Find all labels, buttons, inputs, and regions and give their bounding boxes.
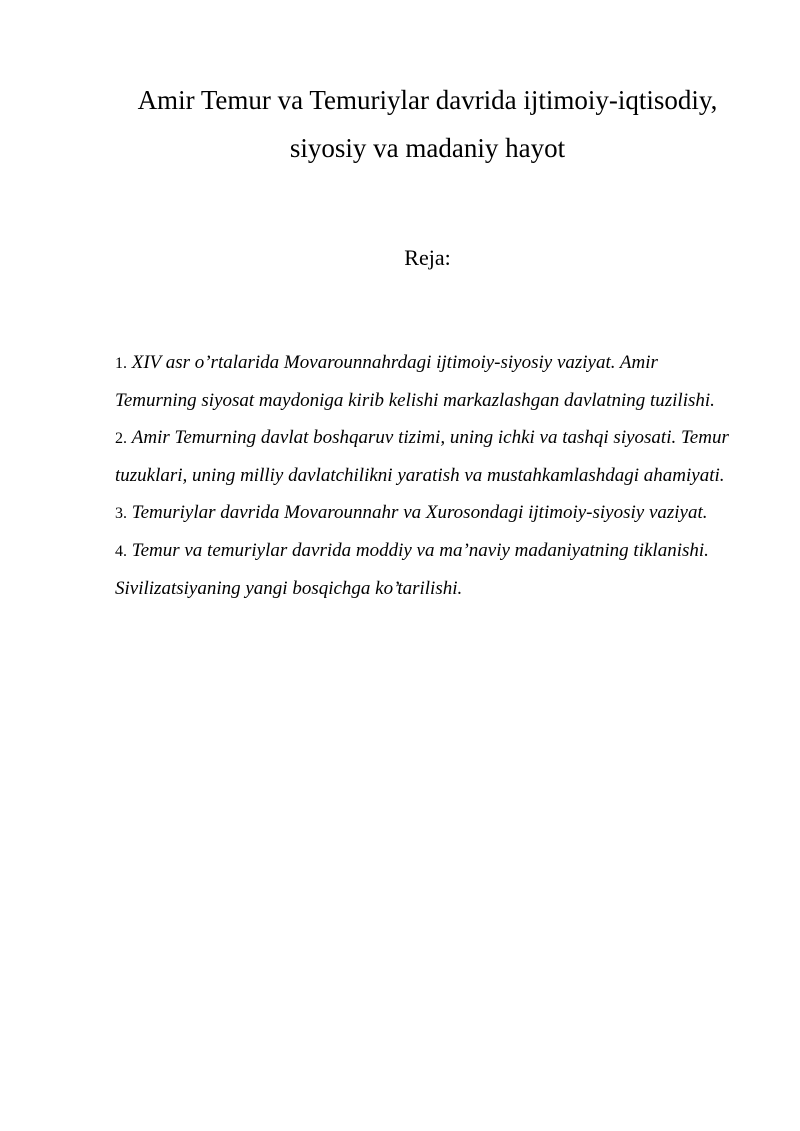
plan-item-number: 3. [115, 505, 127, 522]
plan-item-number: 1. [115, 355, 127, 372]
plan-item-text: Amir Temurning davlat boshqaruv tizimi, uning ichki va tashqi siyosati. Temur tuzuklari, uning milliy davlatchilikni yaratish va mustahkamlashdagi ahamiyati. [115, 427, 729, 486]
plan-item-text: XIV asr o’rtalarida Movarounnahrdagi ijtimoiy-siyosiy vaziyat. Amir Temurning siyosat maydoniga kirib kelishi markazlashgan davlatning tuzilishi. [115, 352, 715, 411]
plan-heading: Reja: [404, 245, 451, 270]
plan-item [115, 344, 740, 419]
plan-item [115, 419, 740, 494]
document-title: Amir Temur va Temuriylar davrida ijtimoiy-iqtisodiy, siyosiy va madaniy hayot [137, 85, 718, 163]
plan-item-text: Temuriylar davrida Movarounnahr va Xurosondagi ijtimoiy-siyosiy vaziyat. [131, 502, 708, 523]
plan-item-text: Temur va temuriylar davrida moddiy va ma’naviy madaniyatning tiklanishi. Sivilizatsiyaning yangi bosqichga ko’tarilishi. [115, 540, 709, 599]
plan-item [115, 494, 740, 532]
plan-item [115, 532, 740, 607]
plan-item-number: 4. [115, 543, 127, 560]
plan-list [115, 344, 740, 607]
plan-item-number: 2. [115, 430, 127, 447]
